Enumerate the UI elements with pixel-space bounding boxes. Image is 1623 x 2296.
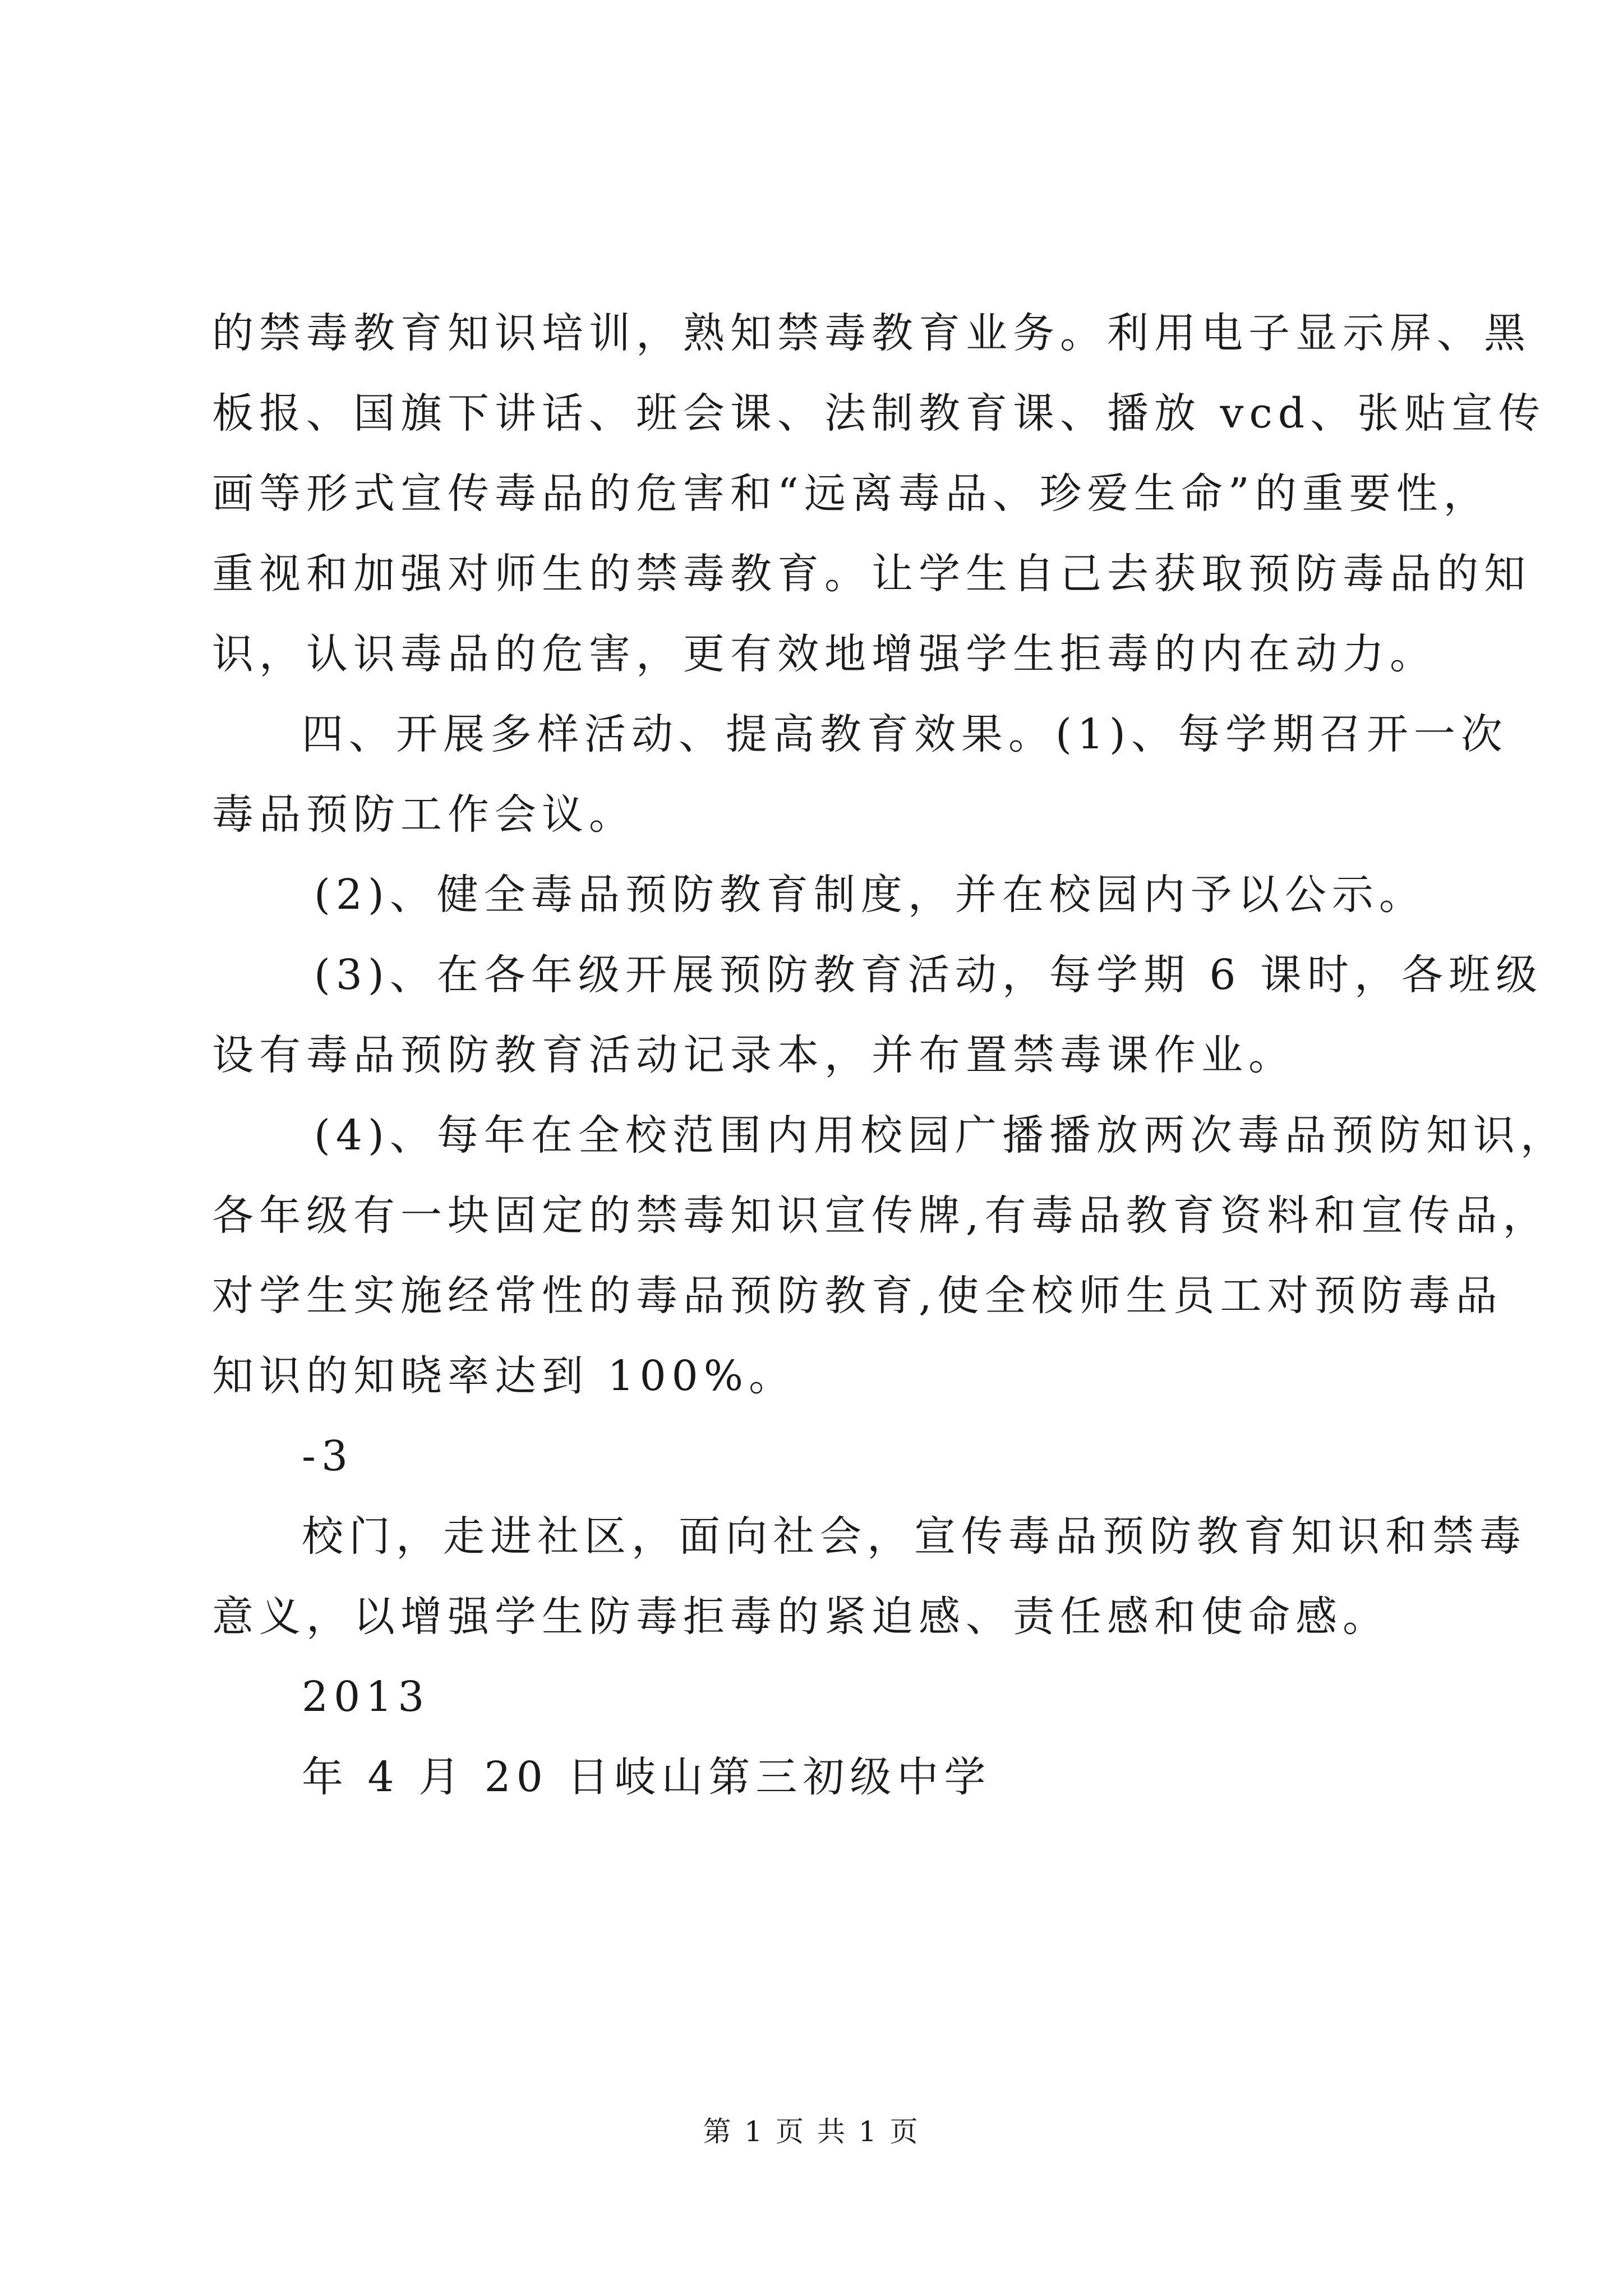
page-footer: 第 1 页 共 1 页 [703, 2115, 920, 2148]
body-text-line: 对学生实施经常性的毒品预防教育,使全校师生员工对预防毒品 [212, 1272, 1503, 1320]
body-text-line: 的禁毒教育知识培训，熟知禁毒教育业务。利用电子显示屏、黑 [212, 309, 1531, 357]
body-text-line: 校门，走进社区，面向社会，宣传毒品预防教育知识和禁毒 [302, 1512, 1527, 1561]
body-text-line: 各年级有一块固定的禁毒知识宣传牌,有毒品教育资料和宣传品， [212, 1191, 1550, 1240]
date-signature-line: 年 4 月 20 日岐山第三初级中学 [302, 1753, 992, 1801]
list-item-line: (2)、健全毒品预防教育制度，并在校园内予以公示。 [314, 871, 1426, 919]
list-item-line: (3)、在各年级开展预防教育活动，每学期 6 课时，各班级 [314, 951, 1543, 999]
date-year-line: 2013 [302, 1673, 430, 1721]
body-text-line: 设有毒品预防教育活动记录本，并布置禁毒课作业。 [212, 1031, 1295, 1079]
list-item-line: (4)、每年在全校范围内用校园广播播放两次毒品预防知识， [314, 1111, 1567, 1159]
body-text-line: 重视和加强对师生的禁毒教育。让学生自己去获取预防毒品的知 [212, 550, 1531, 598]
page-marker-text: -3 [302, 1432, 354, 1480]
section-heading-line: 四、开展多样活动、提高教育效果。(1)、每学期召开一次 [302, 710, 1508, 758]
body-text-line: 画等形式宣传毒品的危害和“远离毒品、珍爱生命”的重要性， [212, 470, 1491, 518]
body-text-line: 识，认识毒品的危害，更有效地增强学生拒毒的内在动力。 [212, 630, 1437, 678]
body-text-line: 知识的知晓率达到 100%。 [212, 1352, 796, 1400]
body-text-line: 毒品预防工作会议。 [212, 790, 636, 839]
body-text-line: 意义，以增强学生防毒拒毒的紧迫感、责任感和使命感。 [212, 1593, 1390, 1641]
body-text-line: 板报、国旗下讲话、班会课、法制教育课、播放 vcd、张贴宣传 [212, 389, 1546, 438]
